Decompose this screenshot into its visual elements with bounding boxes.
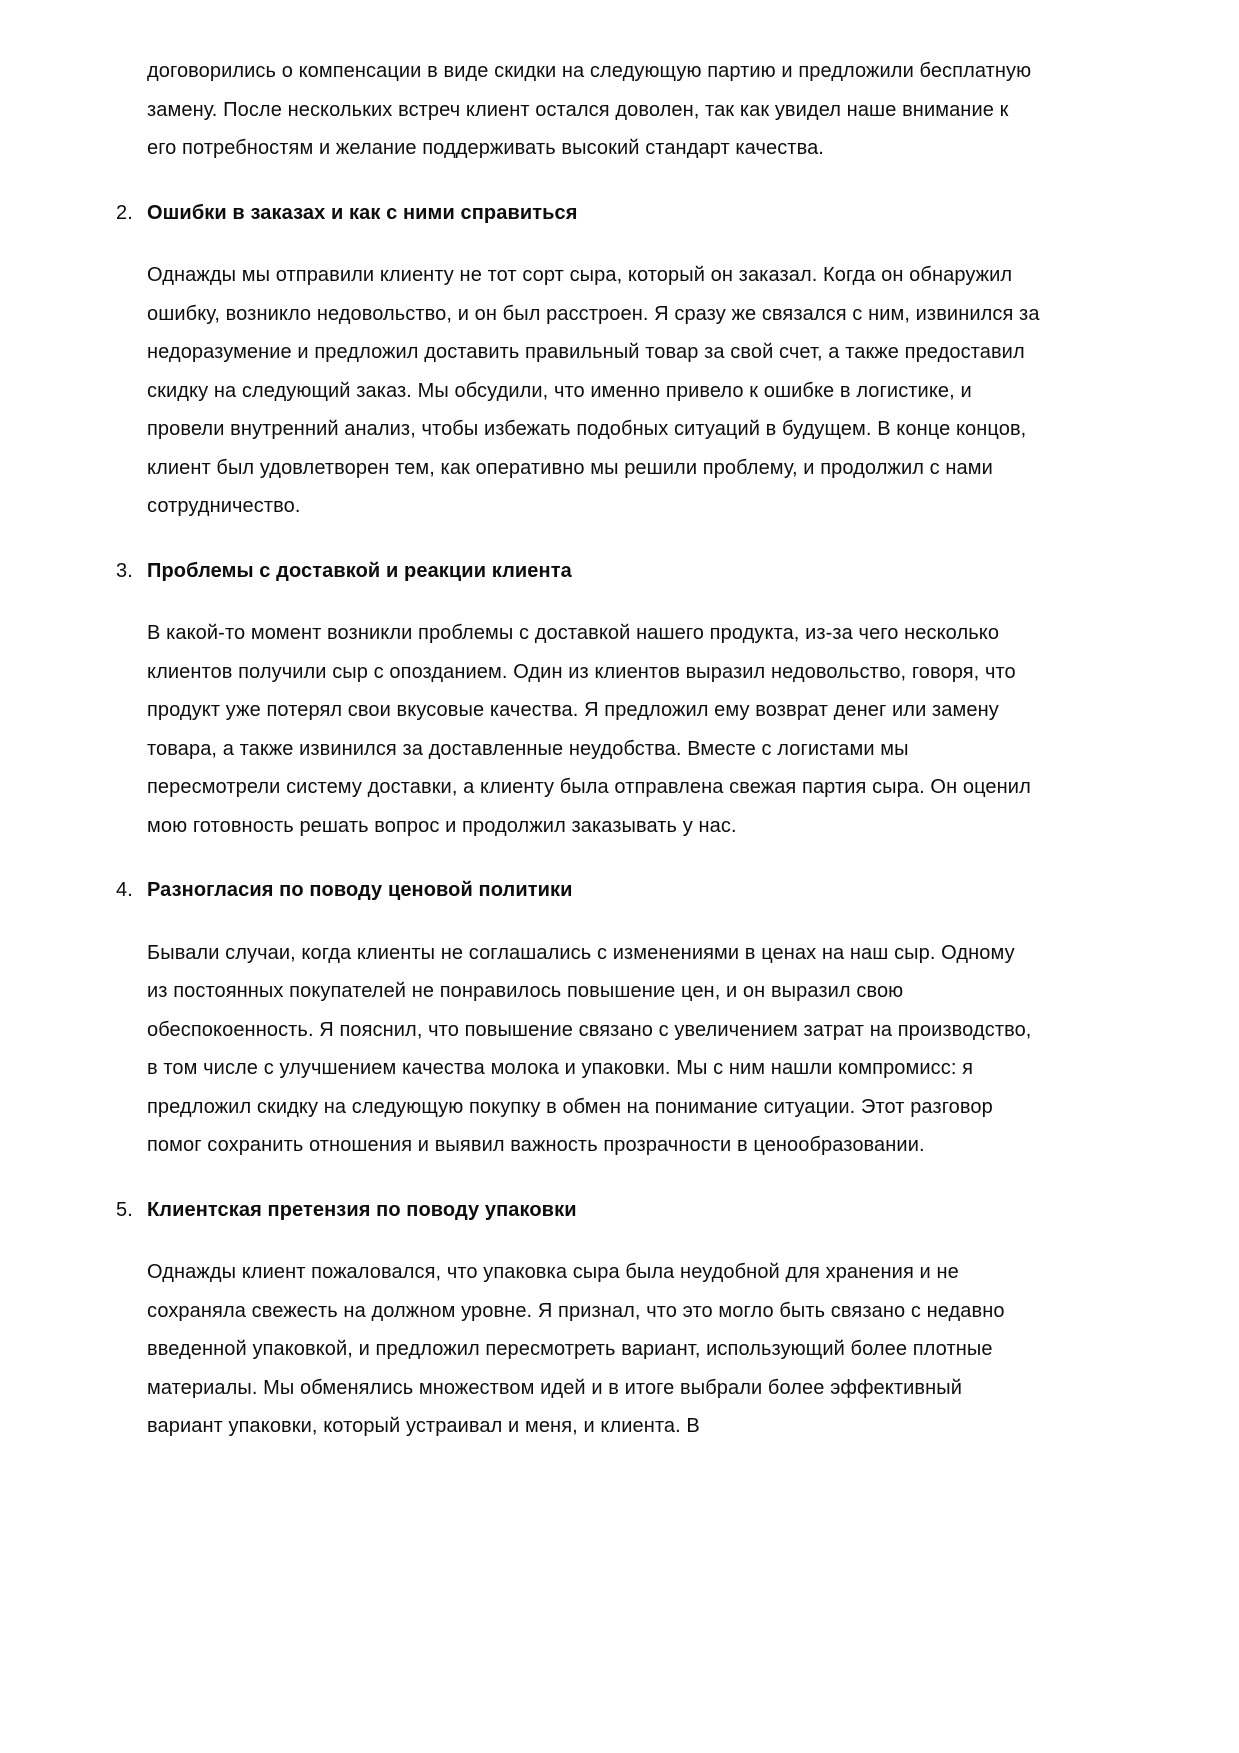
section-delivery-problems (116, 552, 1040, 846)
section-paragraph: Однажды мы отправили клиенту не тот сорт сыра, который он заказал. Когда он обнаружил ошибку, возникло недовольство, и он был расстроен. Я сразу же связался с ним, извинился за недоразумение и предложил доставить правильный товар за свой счет, а также предоставил скидку на следующий заказ. Мы обсудили, что именно привело к ошибке в логистике, и провели внутренний анализ, чтобы избежать подобных ситуаций в будущем. В конце концов, клиент был удовлетворен тем, как оперативно мы решили проблему, и продолжил с нами сотрудничество. (147, 264, 1040, 517)
section-paragraph: Бывали случаи, когда клиенты не соглашались с изменениями в ценах на наш сыр. Одному из постоянных покупателей не понравилось повышение цен, и он выразил свою обеспокоенность. Я пояснил, что повышение связано с увеличением затрат на производство, в том числе с улучшением качества молока и упаковки. Мы с ним нашли компромисс: я предложил скидку на следующую покупку в обмен на понимание ситуации. Этот разговор помог сохранить отношения и выявил важность прозрачности в ценообразовании. (147, 941, 1032, 1156)
section-pricing-disagreements (116, 871, 1040, 1165)
section-heading (116, 871, 1040, 910)
section-title: Клиентская претензия по поводу упаковки (147, 1198, 577, 1221)
section-paragraph: В какой-то момент возникли проблемы с доставкой нашего продукта, из-за чего несколько клиентов получили сыр с опозданием. Один из клиентов выразил недовольство, говоря, что продукт уже потерял свои вкусовые качества. Я предложил ему возврат денег или замену товара, а также извинился за доставленные неудобства. Вместе с логистами мы пересмотрели систему доставки, а клиенту была отправлена свежая партия сыра. Он оценил мою готовность решать вопрос и продолжил заказывать у нас. (147, 622, 1031, 837)
section-packaging-complaint (116, 1191, 1040, 1446)
document-body (116, 52, 1040, 1446)
list-number: 5. (116, 1198, 133, 1221)
section-heading (116, 194, 1040, 233)
list-number: 2. (116, 201, 133, 224)
intro-paragraph-continuation: договорились о компенсации в виде скидки на следующую партию и предложили бесплатную замену. После нескольких встреч клиент остался доволен, так как увидел наше внимание к его потребностям и желание поддерживать высокий стандарт качества. (147, 60, 1032, 159)
section-title: Ошибки в заказах и как с ними справиться (147, 201, 578, 224)
section-title: Проблемы с доставкой и реакции клиента (147, 559, 572, 582)
section-heading (116, 1191, 1040, 1230)
section-title: Разногласия по поводу ценовой политики (147, 879, 573, 901)
section-paragraph: Однажды клиент пожаловался, что упаковка сыра была неудобной для хранения и не сохраняла свежесть на должном уровне. Я признал, что это могло быть связано с недавно введенной упаковкой, и предложил пересмотреть вариант, использующий более плотные материалы. Мы обменялись множеством идей и в итоге выбрали более эффективный вариант упаковки, который устраивал и меня, и клиента. В (147, 1261, 1005, 1437)
section-heading (116, 552, 1040, 591)
section-errors-in-orders (116, 194, 1040, 526)
list-number: 4. (116, 879, 133, 901)
list-number: 3. (116, 559, 133, 582)
